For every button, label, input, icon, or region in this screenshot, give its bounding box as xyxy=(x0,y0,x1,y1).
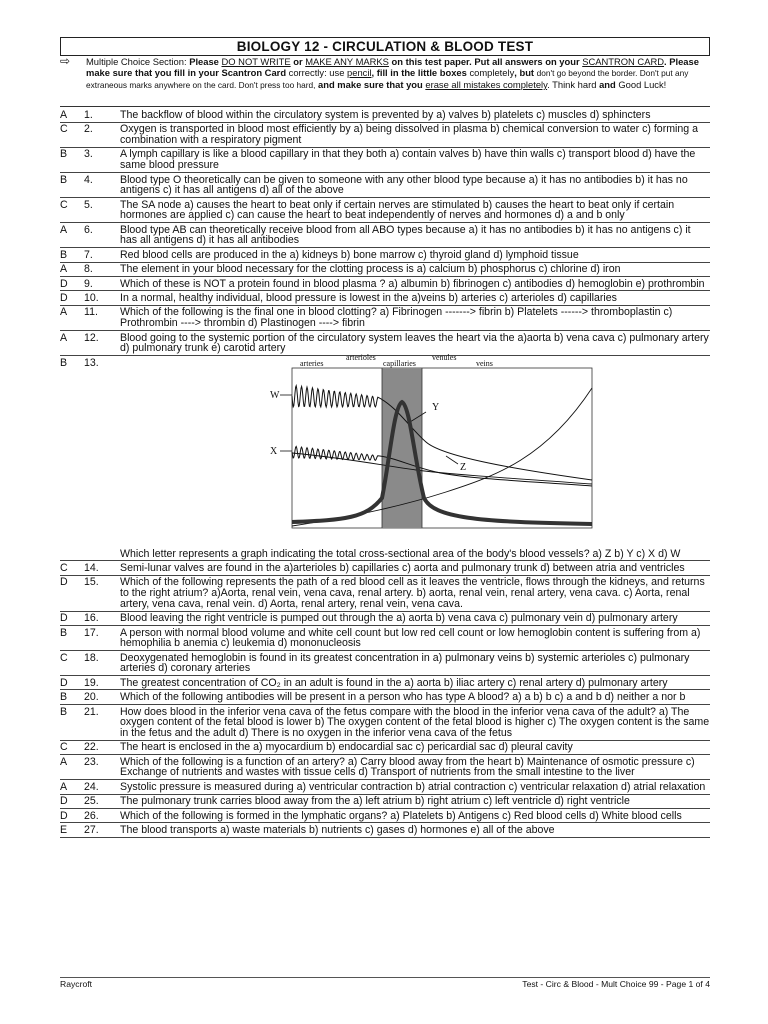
question-number: 2. xyxy=(84,123,93,136)
question-text: Which of the following represents the path of a red blood cell as it leaves the ventricle, flows through the kidneys, and returns to the right atrium? a)Aorta, renal vein, vena cava, renal artery. b) aorta, renal vein, renal artery, vena cava. c) Aorta, renal artery, vena cava, renal vein. d) Aorta, renal artery, renal vein, vena cava. xyxy=(120,576,705,610)
question-item xyxy=(60,293,710,306)
question-item xyxy=(60,250,710,263)
answer-letter: A xyxy=(60,223,68,236)
question-number: 17. xyxy=(84,626,99,639)
instr-part: . Please make sure that you fill in your Scantron Card xyxy=(86,56,699,78)
question-item xyxy=(60,628,710,651)
question-item xyxy=(60,825,710,838)
question-number: 15. xyxy=(84,576,99,589)
question-number: 5. xyxy=(84,198,93,211)
answer-letter: D xyxy=(60,277,68,290)
instr-part: SCANTRON CARD xyxy=(582,56,664,67)
question-number: 22. xyxy=(84,741,99,754)
answer-letter: D xyxy=(60,612,68,625)
instr-part: correctly: use xyxy=(288,67,345,78)
instr-part: DO NOT WRITE xyxy=(221,56,291,67)
question-number: 16. xyxy=(84,612,99,625)
question-number: 6. xyxy=(84,223,93,236)
graph-letter-x: X xyxy=(270,445,278,457)
instr-part: or xyxy=(293,56,303,67)
question-text: Blood going to the systemic portion of the circulatory system leaves the heart via the a)aorta b) vena cava c) pulmonary artery d) pulmonary trunk e) carotid artery xyxy=(120,331,709,355)
answer-letter: A xyxy=(60,306,68,319)
question-item xyxy=(60,175,710,198)
question-item xyxy=(60,796,710,809)
graph-label-veins: veins xyxy=(476,358,493,368)
answer-letter: D xyxy=(60,809,68,822)
question-item xyxy=(60,811,710,824)
answer-letter: C xyxy=(60,123,68,136)
answer-letter: C xyxy=(60,198,68,211)
question-number: 20. xyxy=(84,691,99,704)
question-text: Oxygen is transported in blood most efficiently by a) being dissolved in plasma b) chemical conversion to water c) forming a combination with a respiratory pigment xyxy=(120,123,699,147)
question-text: Which of the following is a function of an artery? a) Carry blood away from the heart b) Maintenance of osmotic pressure c) Exchange of nutrients and wastes with tissue cells d) Transport of nutrients from the small intestine to the liver xyxy=(120,755,695,779)
answer-letter: A xyxy=(60,109,68,121)
graph-letter-w: W xyxy=(270,389,280,401)
question-text: The backflow of blood within the circulatory system is prevented by a) valves b) platelets c) muscles d) sphincters xyxy=(120,109,651,121)
question-text: Semi-lunar valves are found in the a)arterioles b) capillaries c) aorta and pulmonary trunk d) between atria and ventricles xyxy=(120,562,685,574)
question-number: 10. xyxy=(84,292,99,305)
question-item xyxy=(60,678,710,691)
question-number: 4. xyxy=(84,173,93,186)
question-item xyxy=(60,757,710,780)
question-item xyxy=(60,692,710,705)
answer-letter: B xyxy=(60,356,68,369)
instr-part: and make sure that you xyxy=(318,79,423,90)
instructions xyxy=(60,56,710,91)
question-item xyxy=(60,742,710,755)
instr-part: erase all mistakes completely xyxy=(425,79,548,90)
question-item xyxy=(60,225,710,248)
question-item xyxy=(60,200,710,223)
instr-part: pencil xyxy=(347,67,372,78)
question-number: 13. xyxy=(84,356,99,369)
answer-letter: A xyxy=(60,755,68,768)
question-text: Which of these is NOT a protein found in blood plasma ? a) albumin b) fibrinogen c) antibodies d) hemoglobin e) prothrombin xyxy=(120,277,705,290)
question-text: Blood type AB can theoretically receive blood from all ABO types because a) it has no antibodies b) it has no antigens c) it has all antigens d) it has all antibodies xyxy=(120,223,691,247)
question-number: 1. xyxy=(84,109,93,121)
question-item xyxy=(60,333,710,356)
instr-part: and xyxy=(599,79,616,90)
question-number: 18. xyxy=(84,651,99,664)
question-item xyxy=(60,124,710,147)
question-text: A lymph capillary is like a blood capillary in that they both a) contain valves b) have thin walls c) transport blood d) have the same blood pressure xyxy=(120,148,696,172)
answer-letter: A xyxy=(60,780,68,793)
question-text: The pulmonary trunk carries blood away from the a) left atrium b) right atrium c) left ventricle d) right ventricle xyxy=(120,795,630,808)
question-text: Deoxygenated hemoglobin is found in its greatest concentration in a) pulmonary veins b) systemic arterioles c) pulmonary arteries d) coronary arteries xyxy=(120,651,690,675)
question-item xyxy=(60,653,710,676)
question-number: 8. xyxy=(84,263,93,276)
instr-part: don't go beyond the border. Don't put any extraneous marks anywhere on the card. Don't press too hard, xyxy=(86,68,689,90)
instr-part: MAKE ANY MARKS xyxy=(305,56,389,67)
answer-letter: C xyxy=(60,651,68,664)
question-item xyxy=(60,707,710,741)
question-number: 9. xyxy=(84,277,93,290)
divider xyxy=(60,106,710,107)
answer-letter: D xyxy=(60,676,68,689)
question-text: Which of the following is formed in the lymphatic organs? a) Platelets b) Antigens c) Red blood cells d) White blood cells xyxy=(120,809,682,822)
instr-part: Multiple Choice Section: xyxy=(86,56,187,67)
question-text: Systolic pressure is measured during a) ventricular contraction b) atrial contraction c) ventricular relaxation d) atrial relaxation xyxy=(120,780,706,793)
answer-letter: B xyxy=(60,148,68,161)
question-number: 14. xyxy=(84,562,99,574)
question-number: 26. xyxy=(84,809,99,822)
instr-part: , fill in the little boxes xyxy=(371,67,467,78)
question-number: 19. xyxy=(84,676,99,689)
question-text: Red blood cells are produced in the a) kidneys b) bone marrow c) thyroid gland d) lymphoid tissue xyxy=(120,248,579,261)
page-title: BIOLOGY 12 - CIRCULATION & BLOOD TEST xyxy=(60,37,710,56)
question-13-text: Which letter represents a graph indicating the total cross-sectional area of the body's blood vessels? a) Z b) Y c) X d) W xyxy=(60,549,710,562)
question-text: Blood leaving the right ventricle is pumped out through the a) aorta b) vena cava c) pulmonary vein d) pulmonary artery xyxy=(120,612,678,625)
question-item xyxy=(60,613,710,626)
question-text: The SA node a) causes the heart to beat only if certain nerves are stimulated b) causes the heart to beat only if certain hormones are applied c) can cause the heart to beat independently of nerves and hormones d) a and b only xyxy=(120,198,675,222)
footer-author: Raycroft xyxy=(60,979,92,989)
answer-letter: C xyxy=(60,562,68,574)
question-text: Blood type O theoretically can be given to someone with any other blood type because a) it has no antibodies b) it has no antigens c) it has all antigens d) all of the above xyxy=(120,173,688,197)
question-number: 23. xyxy=(84,755,99,768)
answer-letter: D xyxy=(60,795,68,808)
answer-letter: B xyxy=(60,248,68,261)
answer-letter: E xyxy=(60,824,68,836)
question-text: The heart is enclosed in the a) myocardium b) endocardial sac c) pericardial sac d) pleural cavity xyxy=(120,741,573,754)
answer-letter: B xyxy=(60,173,68,186)
question-item xyxy=(60,782,710,795)
graph-label-arterioles: arterioles xyxy=(346,352,376,362)
answer-letter: D xyxy=(60,576,68,589)
graph-label-capillaries: capillaries xyxy=(383,358,416,368)
question-text: Which of the following is the final one in blood clotting? a) Fibrinogen -------> fibrin b) Platelets ------> thromboplastin c) Prothrombin ----> thrombin d) Plastinogen ----> fibrin xyxy=(120,306,673,330)
graph-label-arteries: arteries xyxy=(300,358,324,368)
question-item xyxy=(60,307,710,330)
instr-part: Please xyxy=(189,56,219,67)
question-text: The element in your blood necessary for the clotting process is a) calcium b) phosphorus c) chlorine d) iron xyxy=(120,263,621,276)
question-number: 21. xyxy=(84,705,99,718)
question-number: 24. xyxy=(84,780,99,793)
footer-page-info: Test - Circ & Blood - Mult Choice 99 - Page 1 of 4 xyxy=(522,979,710,989)
question-number: 11. xyxy=(84,306,98,319)
answer-letter: B xyxy=(60,691,68,704)
graph-label-venules: venules xyxy=(432,352,457,362)
instr-part: . Think hard xyxy=(547,79,597,90)
question-item xyxy=(60,110,710,123)
answer-letter: B xyxy=(60,705,68,718)
question-group-a xyxy=(60,110,710,356)
question-number: 27. xyxy=(84,824,99,836)
graph-letter-z: Z xyxy=(460,461,467,473)
question-item xyxy=(60,279,710,292)
answer-letter: A xyxy=(60,263,68,276)
arrow-icon: ⇨ xyxy=(60,54,71,68)
question-number: 7. xyxy=(84,248,93,261)
question-text: How does blood in the inferior vena cava of the fetus compare with the blood in the inferior vena cava of the adult? a) The oxygen content of the fetal blood is lower b) The oxygen content of the fetal blood is higher c) The oxygen content is the same in the fetus and the adult d) There is no oxygen in the inferior vena cava of the fetus xyxy=(120,705,710,739)
answer-letter: C xyxy=(60,741,68,754)
blood-vessel-graph xyxy=(270,352,606,538)
question-list xyxy=(60,110,710,839)
question-item xyxy=(60,149,710,172)
instr-part: on this test paper. Put all answers on your xyxy=(391,56,580,67)
answer-letter: B xyxy=(60,626,68,639)
question-text: A person with normal blood volume and white cell count but low red cell count or low hemoglobin content is suffering from a) hemophilia b anemia c) leukemia d) mononucleosis xyxy=(120,626,701,650)
question-text: The greatest concentration of CO₂ in an adult is found in the a) aorta b) iliac artery c) renal artery d) pulmonary artery xyxy=(120,676,668,689)
question-item xyxy=(60,352,710,549)
instr-part: Good Luck! xyxy=(618,79,667,90)
question-text: The blood transports a) waste materials b) nutrients c) gases d) hormones e) all of the above xyxy=(120,824,555,836)
question-group-b xyxy=(60,563,710,838)
graph-letter-y: Y xyxy=(432,401,440,413)
footer xyxy=(60,977,710,989)
question-item xyxy=(60,563,710,576)
instr-part: completely xyxy=(469,67,515,78)
question-number: 25. xyxy=(84,795,99,808)
question-item xyxy=(60,577,710,611)
answer-letter: D xyxy=(60,292,68,305)
question-number: 3. xyxy=(84,148,93,161)
question-number: 12. xyxy=(84,331,99,344)
question-text: Which of the following antibodies will be present in a person who has type A blood? a) a b) b c) a and b d) neither a nor b xyxy=(120,691,686,704)
question-item xyxy=(60,264,710,277)
answer-letter: A xyxy=(60,331,68,344)
instr-part: , but xyxy=(514,67,535,78)
question-text: In a normal, healthy individual, blood pressure is lowest in the a)veins b) arteries c) arterioles d) capillaries xyxy=(120,292,617,305)
